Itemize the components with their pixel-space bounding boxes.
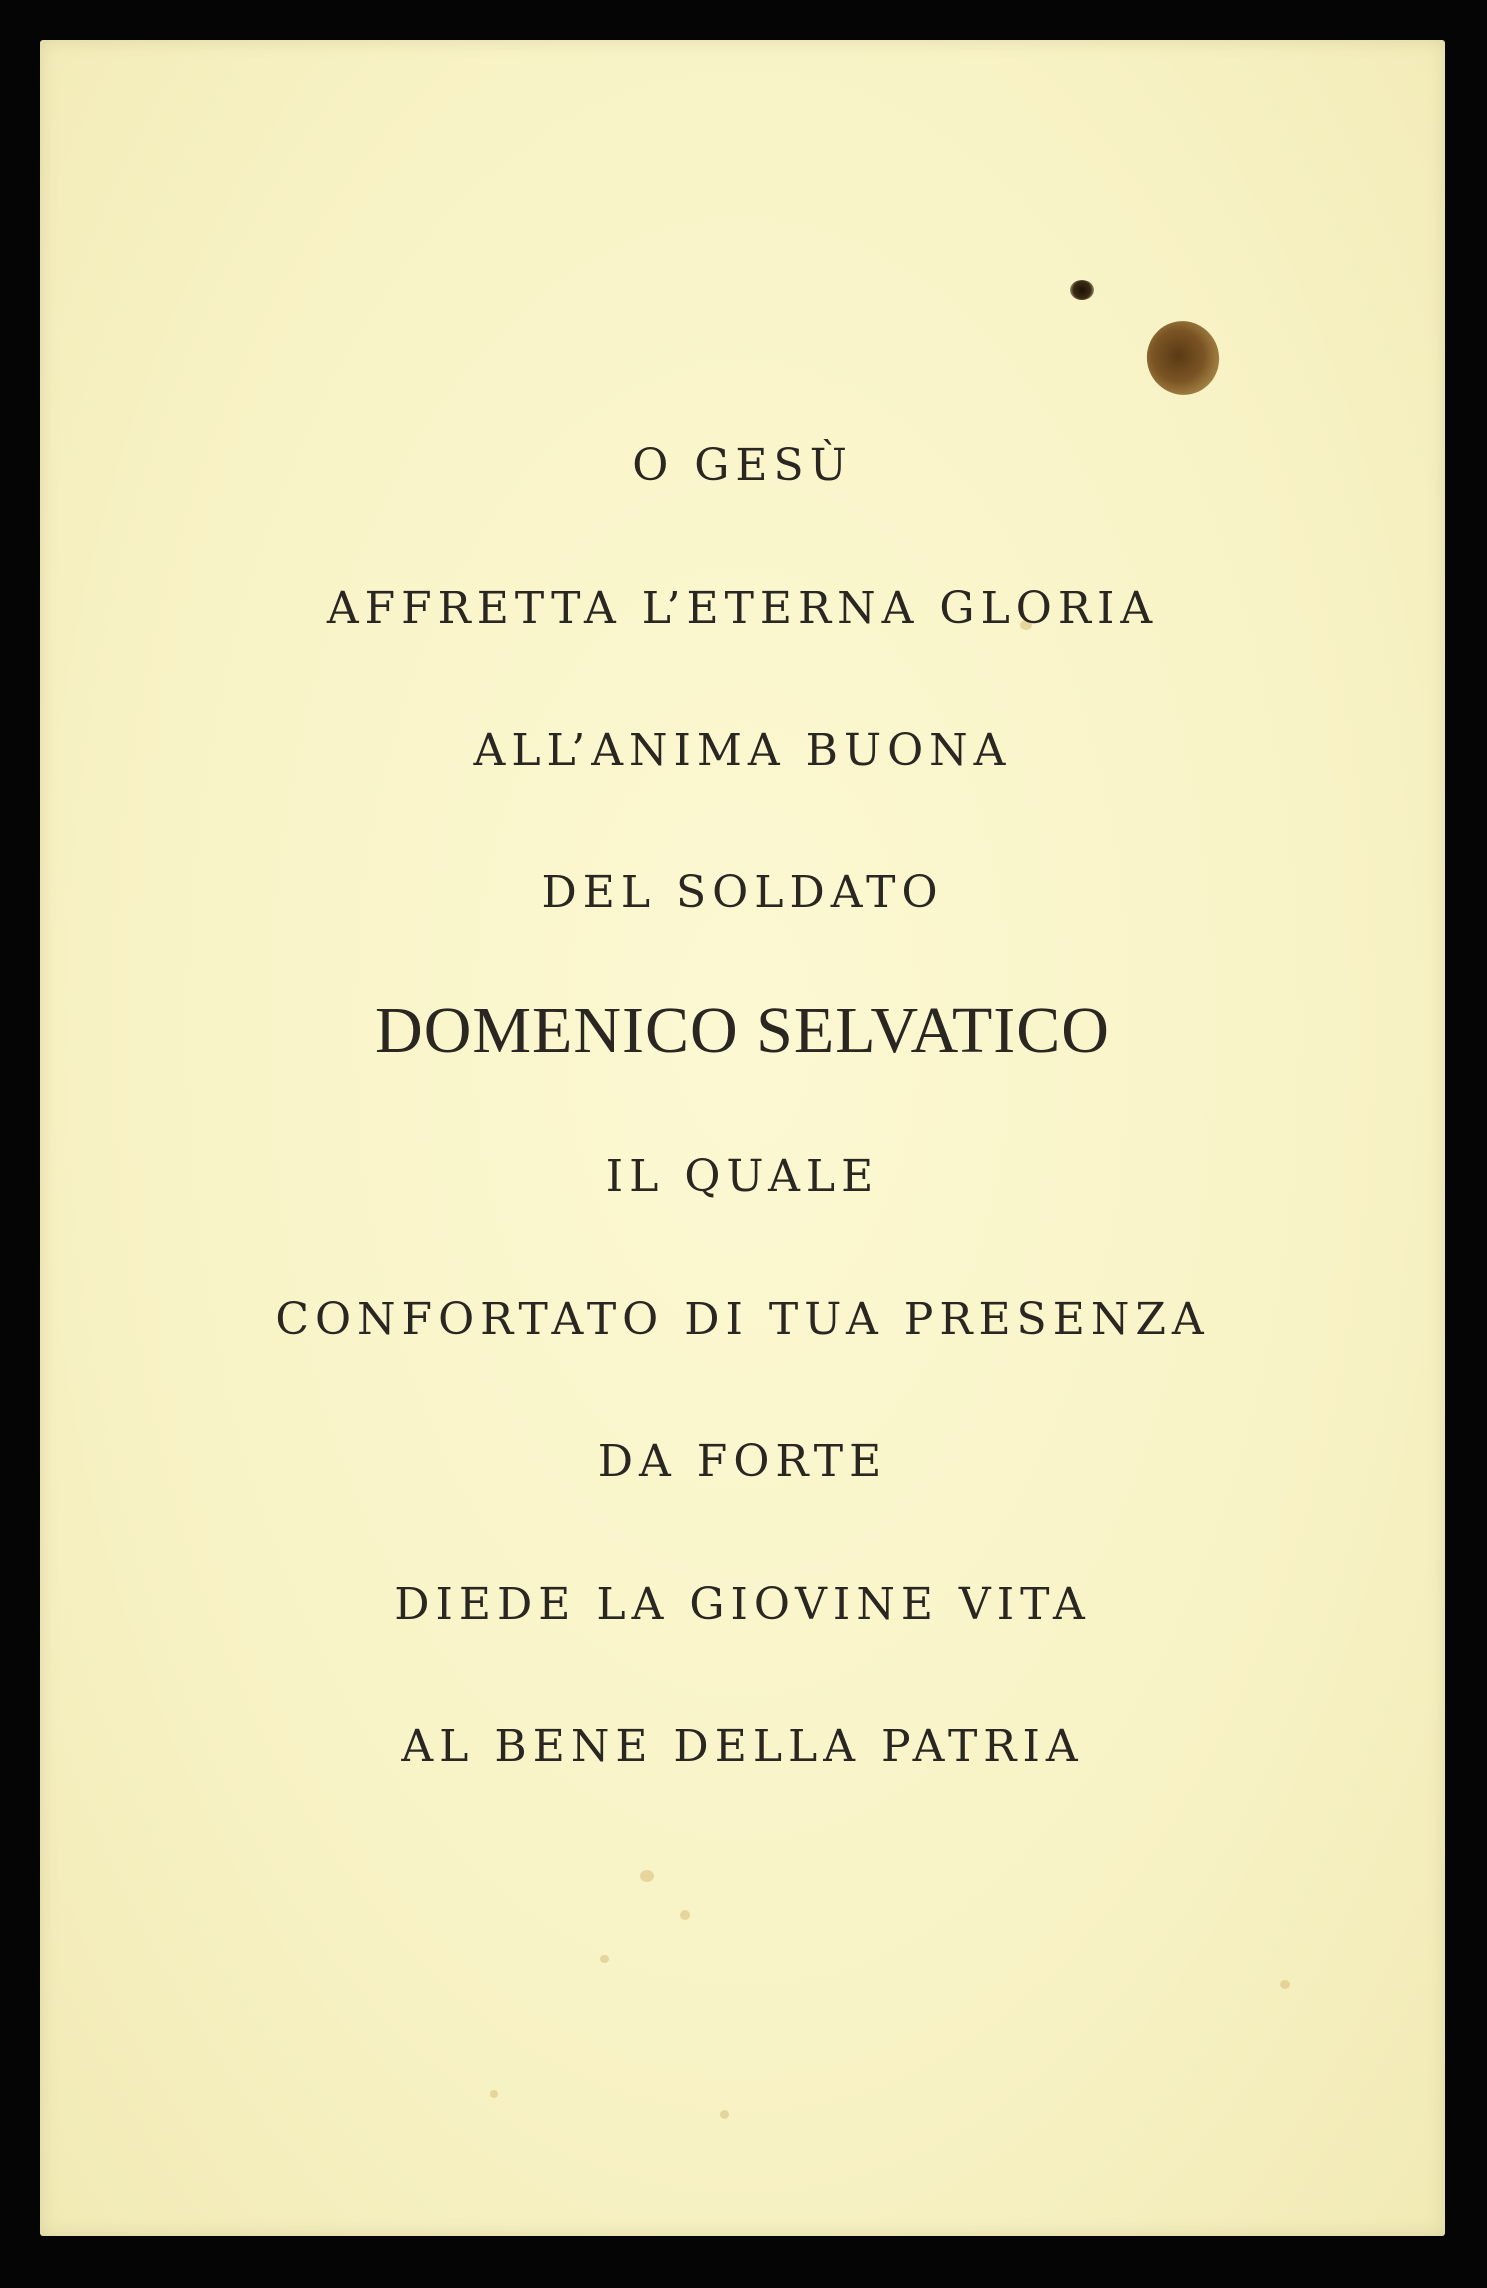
foxing-spot	[1280, 1980, 1290, 1989]
memorial-card	[40, 40, 1445, 2236]
line-comforted: CONFORTATO DI TUA PRESENZA	[275, 1294, 1210, 1345]
deceased-name: DOMENICO SELVATICO	[375, 994, 1110, 1067]
foxing-spot	[490, 2090, 498, 2098]
line-good-soul: ALL’ANIMA BUONA	[473, 725, 1012, 776]
line-young-life: DIEDE LA GIOVINE VITA	[394, 1579, 1091, 1630]
pinhole-stain	[1070, 280, 1094, 300]
line-soldier: DEL SOLDATO	[541, 867, 944, 918]
line-brave: DA FORTE	[597, 1436, 888, 1487]
line-homeland: AL BENE DELLA PATRIA	[401, 1721, 1084, 1772]
foxing-spot	[600, 1955, 609, 1963]
foxing-spot	[640, 1870, 654, 1882]
foxing-spot	[720, 2110, 729, 2119]
line-who: IL QUALE	[605, 1151, 880, 1202]
brown-stain	[1137, 311, 1230, 405]
line-invocation: O GESÙ	[632, 440, 853, 491]
line-eternal-glory: AFFRETTA L’ETERNA GLORIA	[326, 583, 1159, 634]
foxing-spot	[680, 1910, 690, 1920]
